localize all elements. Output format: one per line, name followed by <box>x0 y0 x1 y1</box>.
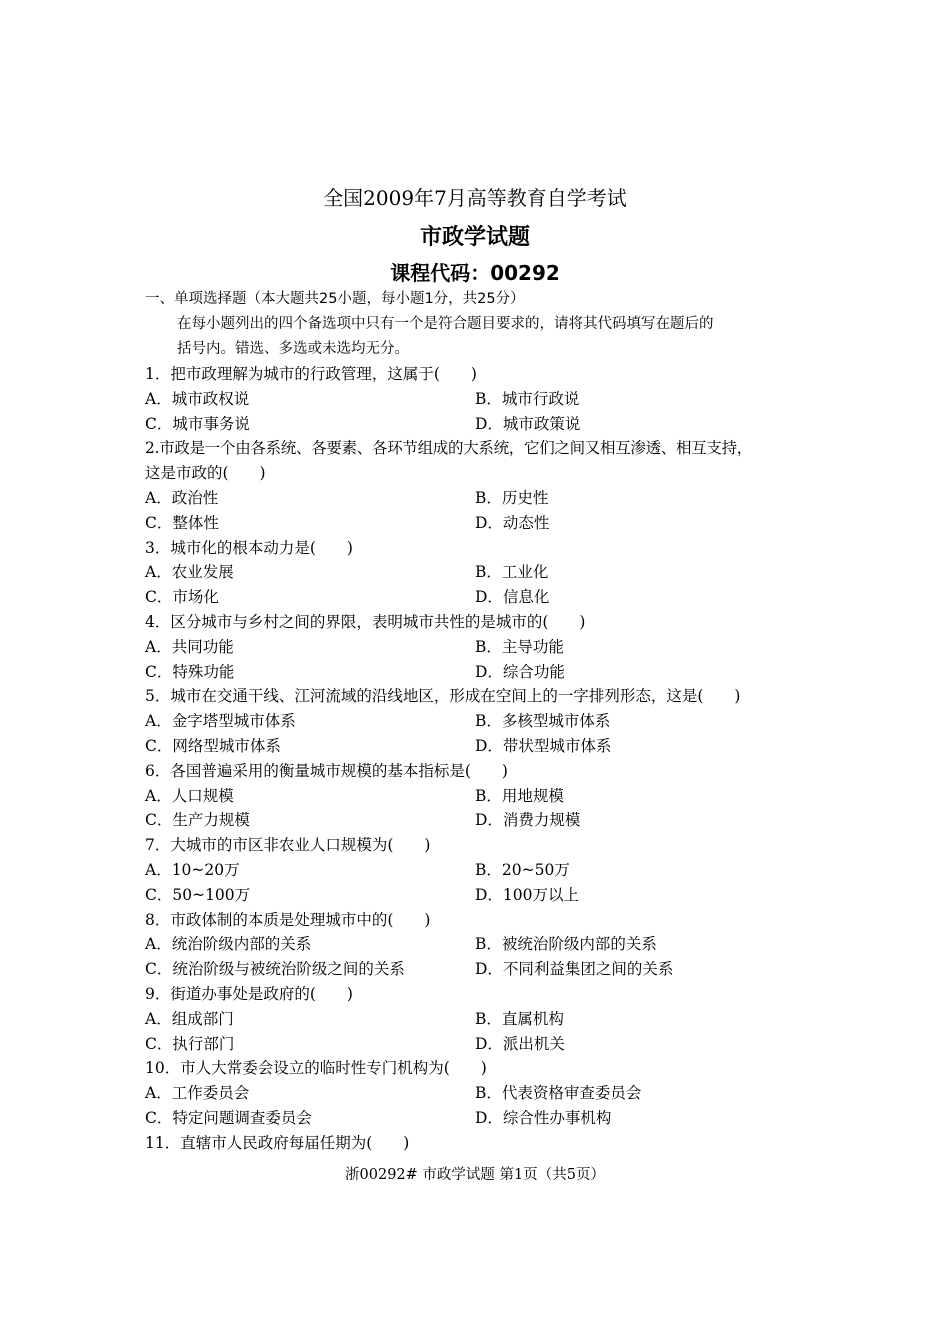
option-row <box>145 1032 825 1057</box>
option-row <box>145 734 825 759</box>
option-a: A．金字塔型城市体系 <box>145 712 296 731</box>
question-stem: 9．街道办事处是政府的( ) <box>145 984 353 1003</box>
section-instruction-line2: 括号内。错选、多选或未选均无分。 <box>177 341 409 357</box>
option-a: A．农业发展 <box>145 563 234 582</box>
question-stem: 4．区分城市与乡村之间的界限，表明城市共性的是城市的( ) <box>145 612 586 631</box>
question-stem: 3．城市化的根本动力是( ) <box>145 538 353 557</box>
option-d: D．带状型城市体系 <box>475 736 612 755</box>
option-a: A．组成部门 <box>145 1009 234 1028</box>
option-c: C．特殊功能 <box>145 662 235 681</box>
option-d: D．派出机关 <box>475 1034 565 1053</box>
section-instruction-line1: 在每小题列出的四个备选项中只有一个是符合题目要求的，请将其代码填写在题后的 <box>177 316 714 332</box>
option-row <box>145 709 825 734</box>
option-b: B．20~50万 <box>475 860 570 879</box>
option-d: D．动态性 <box>475 513 550 532</box>
option-a: A．政治性 <box>145 488 219 507</box>
option-row <box>145 486 825 511</box>
option-c: C．统治阶级与被统治阶级之间的关系 <box>145 960 405 979</box>
option-a: A．工作委员会 <box>145 1084 250 1103</box>
question-stem: 8．市政体制的本质是处理城市中的( ) <box>145 910 431 929</box>
option-c: C．特定问题调查委员会 <box>145 1108 312 1127</box>
option-b: B．代表资格审查委员会 <box>475 1084 642 1103</box>
option-row <box>145 635 825 660</box>
option-row <box>145 1081 825 1106</box>
option-b: B．主导功能 <box>475 637 564 656</box>
option-a: A．统治阶级内部的关系 <box>145 935 312 954</box>
option-a: A．10~20万 <box>145 860 240 879</box>
page-footer: 浙00292# 市政学试题 第1页（共5页） <box>345 1167 605 1183</box>
question-stem: 10．市人大常委会设立的临时性专门机构为( ) <box>145 1059 487 1078</box>
option-row <box>145 808 825 833</box>
option-c: C．50~100万 <box>145 885 251 904</box>
question-stem: 7．大城市的市区非农业人口规模为( ) <box>145 836 431 855</box>
option-row <box>145 585 825 610</box>
option-c: C．市场化 <box>145 588 219 607</box>
option-b: B．被统治阶级内部的关系 <box>475 935 657 954</box>
option-d: D．消费力规模 <box>475 811 581 830</box>
option-b: B．用地规模 <box>475 786 564 805</box>
question-stem: 6．各国普遍采用的衡量城市规模的基本指标是( ) <box>145 761 508 780</box>
option-b: B．工业化 <box>475 563 549 582</box>
option-b: B．城市行政说 <box>475 389 580 408</box>
question-stem: 5．城市在交通干线、江河流域的沿线地区，形成在空间上的一字排列形态，这是( ) <box>145 687 741 706</box>
option-d: D．不同利益集团之间的关系 <box>475 960 674 979</box>
option-row <box>145 883 825 908</box>
option-row <box>145 957 825 982</box>
option-d: D．综合功能 <box>475 662 565 681</box>
option-a: A．共同功能 <box>145 637 234 656</box>
question-stem-continued: 这是市政的( ) <box>145 464 266 483</box>
option-a: A．人口规模 <box>145 786 234 805</box>
subject-title: 市政学试题 <box>419 225 530 250</box>
option-b: B．历史性 <box>475 488 549 507</box>
question-stem: 11．直辖市人民政府每届任期为( ) <box>145 1133 410 1152</box>
option-d: D．信息化 <box>475 588 550 607</box>
option-c: C．整体性 <box>145 513 219 532</box>
option-b: B．直属机构 <box>475 1009 564 1028</box>
option-c: C．执行部门 <box>145 1034 235 1053</box>
option-row <box>145 387 825 412</box>
option-row <box>145 412 825 437</box>
option-c: C．生产力规模 <box>145 811 250 830</box>
option-c: C．城市事务说 <box>145 414 250 433</box>
option-row <box>145 1106 825 1131</box>
option-row <box>145 784 825 809</box>
option-row <box>145 1007 825 1032</box>
exam-content <box>145 287 825 1156</box>
course-code: 课程代码：00292 <box>390 261 560 285</box>
option-d: D．城市政策说 <box>475 414 581 433</box>
option-c: C．网络型城市体系 <box>145 736 281 755</box>
option-b: B．多核型城市体系 <box>475 712 611 731</box>
section-heading: 一、单项选择题（本大题共25小题，每小题1分，共25分） <box>145 291 525 307</box>
option-row <box>145 858 825 883</box>
option-row <box>145 660 825 685</box>
question-stem: 2.市政是一个由各系统、各要素、各环节组成的大系统，它们之间又相互渗透、相互支持， <box>145 439 752 458</box>
option-row <box>145 511 825 536</box>
option-a: A．城市政权说 <box>145 389 250 408</box>
option-row <box>145 932 825 957</box>
exam-title: 全国2009年7月高等教育自学考试 <box>323 186 627 210</box>
question-stem: 1．把市政理解为城市的行政管理，这属于( ) <box>145 365 477 383</box>
option-row <box>145 560 825 585</box>
option-d: D．100万以上 <box>475 885 580 904</box>
option-d: D．综合性办事机构 <box>475 1108 612 1127</box>
